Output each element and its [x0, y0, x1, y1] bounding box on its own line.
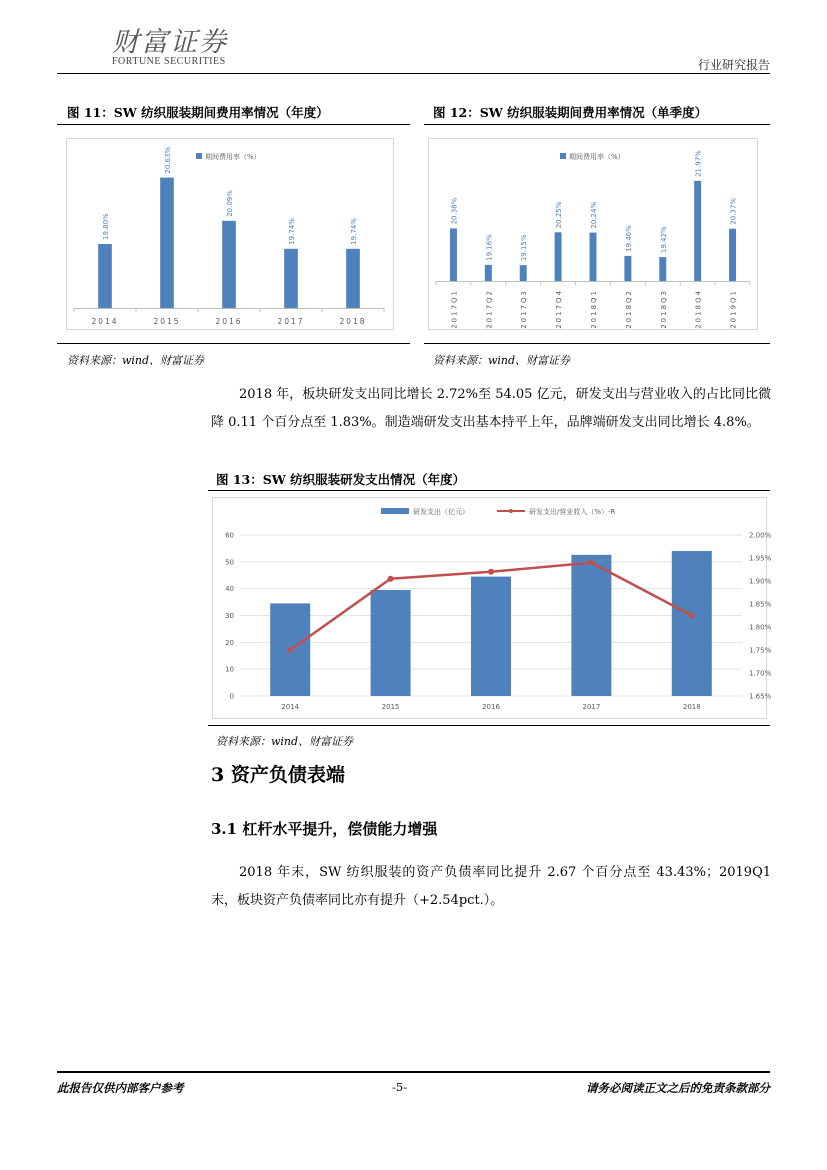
legend-label: 期间费用率（%）: [569, 153, 625, 161]
paragraph-leverage: 2018 年末，SW 纺织服装的资产负债率同比提升 2.67 个百分点至 43.43%；2019Q1 末，板块资产负债率同比亦有提升（+2.54pct.）。: [211, 865, 771, 908]
x-tick-label-2017Q4: 2017Q4: [555, 289, 564, 329]
y-right-tick-label: 1.85%: [749, 600, 772, 609]
bar-2016: [471, 577, 511, 696]
bar-2017Q3: [520, 265, 527, 281]
footer-right: 请务必阅读正文之后的免责条款部分: [586, 1081, 770, 1095]
legend-swatch-bars: [381, 508, 409, 514]
y-right-tick-label: 1.70%: [749, 669, 772, 678]
bar-2018Q1: [590, 233, 597, 281]
x-tick-label-2015: 2015: [381, 703, 400, 711]
x-tick-label-2017Q2: 2017Q2: [485, 289, 494, 329]
x-tick-label-2017: 2017: [277, 317, 305, 326]
data-label-2018Q4: 21.97%: [694, 150, 703, 177]
x-tick-label-2017: 2017: [582, 703, 601, 711]
y-right-tick-label: 1.65%: [749, 692, 772, 701]
data-label-2018Q1: 20.24%: [590, 201, 598, 229]
fig13-source: 资料来源：wind、财富证券: [216, 735, 354, 748]
x-tick-label-2018: 2018: [682, 703, 701, 711]
data-label-2018Q3: 19.42%: [659, 226, 668, 254]
data-label-2017Q3: 19.15%: [520, 234, 529, 262]
ratio-point-2016: [488, 569, 494, 575]
bar-2014: [98, 244, 112, 308]
x-tick-label-2017Q1: 2017Q1: [450, 289, 459, 329]
bar-2017Q1: [450, 228, 457, 281]
fig12-chart: [428, 138, 758, 330]
bar-2015: [160, 178, 174, 308]
x-tick-label-2016: 2016: [215, 317, 243, 326]
bar-2016: [222, 221, 236, 308]
y-left-tick-label: 10: [225, 665, 234, 674]
data-label-2014: 19.80%: [102, 213, 110, 240]
x-tick-label-2014: 2014: [91, 317, 119, 326]
fig11-chart: [66, 138, 394, 330]
bar-2017: [284, 249, 298, 308]
y-right-tick-label: 1.75%: [749, 646, 772, 655]
x-tick-label-2018Q4: 2018Q4: [694, 289, 703, 329]
data-label-2017Q2: 19.16%: [485, 234, 494, 261]
x-tick-label-2016: 2016: [482, 703, 500, 711]
legend-swatch: [560, 153, 566, 159]
ratio-point-2018: [689, 613, 695, 619]
y-left-tick-label: 30: [225, 612, 234, 620]
y-right-tick-label: 1.90%: [749, 577, 772, 586]
fig12-title: 图 12：SW 纺织服装期间费用率情况（单季度）: [433, 105, 708, 120]
fig11-bottom-rule: [57, 343, 410, 344]
fig11-source: 资料来源：wind、财富证券: [67, 354, 205, 367]
report-type: 行业研究报告: [697, 58, 770, 72]
fig12-bottom-rule: [424, 343, 770, 344]
data-label-2018: 19.74%: [350, 218, 358, 245]
x-tick-label-2018Q1: 2018Q1: [590, 289, 598, 329]
x-tick-label-2017Q3: 2017Q3: [520, 289, 529, 329]
y-left-tick-label: 20: [225, 638, 234, 647]
logo-chinese: 财富证券: [112, 27, 228, 58]
y-right-tick-label: 2.00%: [749, 531, 772, 540]
ratio-point-2015: [388, 576, 394, 582]
bar-2018: [346, 249, 360, 308]
x-tick-label-2015: 2015: [153, 317, 181, 326]
logo-english: FORTUNE SECURITIES: [112, 56, 226, 67]
legend-label: 期间费用率（%）: [205, 153, 261, 161]
data-label-2017Q4: 20.25%: [555, 201, 564, 229]
y-left-tick-label: 0: [229, 692, 234, 701]
ratio-point-2017: [588, 560, 594, 566]
x-tick-label-2018Q3: 2018Q3: [659, 289, 668, 329]
y-left-tick-label: 50: [225, 558, 234, 567]
x-tick-label-2014: 2014: [281, 703, 300, 711]
footer-left: 此报告仅供内部客户参考: [57, 1081, 184, 1095]
legend-swatch: [196, 153, 202, 159]
paragraph-rd-spending: 2018 年，板块研发支出同比增长 2.72%至 54.05 亿元，研发支出与营业收入的占比同比微降 0.11 个百分点至 1.83%。制造端研发支出基本持平上年，品牌端研发支出同比增长 4.8%。: [211, 387, 771, 430]
fig11-title-rule: [57, 124, 410, 125]
legend-label-line: 研发支出/营业收入（%）-R: [529, 508, 616, 516]
data-label-2018Q2: 19.46%: [624, 225, 633, 252]
bar-2018: [672, 551, 712, 696]
legend-label-bars: 研发支出（亿元）: [413, 508, 469, 516]
bar-2017Q4: [555, 232, 562, 281]
y-right-tick-label: 1.95%: [749, 554, 772, 563]
bar-2015: [371, 590, 411, 696]
fig13-chart: [212, 497, 772, 719]
fig13-title-rule: [208, 490, 770, 491]
fig12-title-rule: [424, 124, 770, 125]
section-3-1-heading: 3.1 杠杆水平提升，偿债能力增强: [211, 820, 438, 838]
bar-2018Q3: [659, 257, 666, 281]
bar-2019Q1: [729, 229, 736, 281]
fig11-title: 图 11：SW 纺织服装期间费用率情况（年度）: [67, 105, 329, 120]
fig13-bottom-rule: [208, 725, 770, 726]
data-label-2015: 20.63%: [164, 146, 172, 174]
y-right-tick-label: 1.80%: [749, 623, 772, 632]
fig13-title: 图 13：SW 纺织服装研发支出情况（年度）: [216, 472, 466, 487]
bar-2018Q4: [694, 181, 701, 281]
legend-swatch-marker: [509, 509, 513, 513]
bar-2017Q2: [485, 265, 492, 281]
x-tick-label-2019Q1: 2019Q1: [729, 289, 738, 329]
data-label-2019Q1: 20.37%: [729, 198, 738, 225]
section-3-heading: 3 资产负债表端: [211, 764, 345, 786]
data-label-2017Q1: 20.38%: [450, 197, 459, 225]
y-left-tick-label: 40: [225, 585, 234, 594]
header-divider: [57, 73, 770, 74]
data-label-2017: 19.74%: [288, 218, 296, 245]
x-tick-label-2018Q2: 2018Q2: [624, 289, 633, 329]
bar-2018Q2: [624, 256, 631, 281]
data-label-2016: 20.09%: [226, 190, 234, 217]
x-tick-label-2018: 2018: [339, 317, 367, 326]
bar-2017: [571, 555, 611, 696]
ratio-point-2014: [287, 647, 293, 653]
page-number: -5-: [392, 1080, 408, 1094]
footer-divider: [57, 1071, 770, 1073]
y-left-tick-label: 60: [225, 531, 234, 540]
fig12-source: 资料来源：wind、财富证券: [433, 354, 571, 367]
